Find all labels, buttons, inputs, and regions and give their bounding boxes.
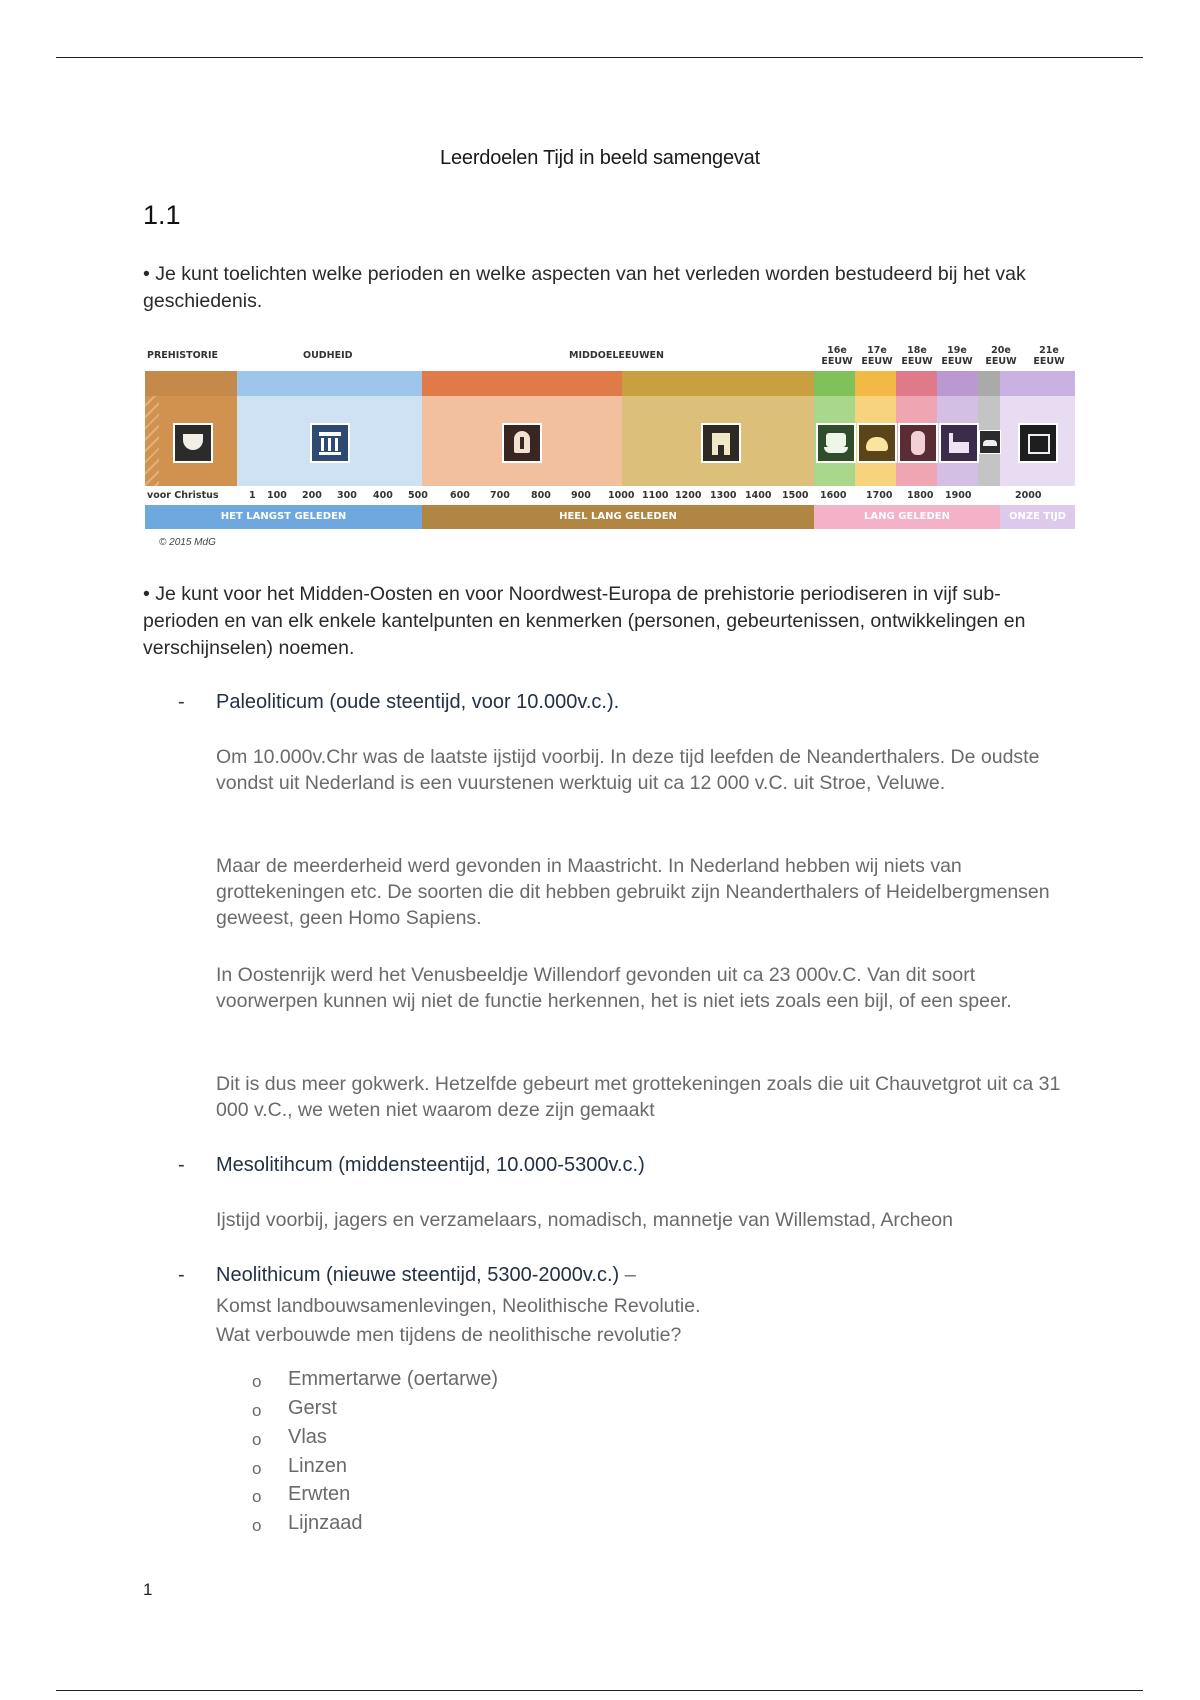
year-label: 900 [571, 490, 591, 501]
band-21e [1000, 371, 1075, 396]
year-label: 200 [302, 490, 322, 501]
year-label: 1000 [608, 490, 635, 501]
paleoliticum-paragraph: Om 10.000v.Chr was de laatste ijstijd voorbij. In deze tijd leefden de Neanderthalers. De oudste vondst uit Nederland is een vuurstenen werktuig uit ca 12 000 v.C. uit Stroe, Veluwe. [216, 746, 1040, 794]
band-prehistorie [145, 371, 237, 396]
band-18e [896, 371, 937, 396]
band-16e [814, 371, 855, 396]
year-label: 400 [373, 490, 393, 501]
car-icon [979, 430, 1001, 454]
learning-goal-2: • Je kunt voor het Midden-Oosten en voor Noordwest-Europa de prehistorie periodiseren in vijf sub-perioden en van elk enkele kantelpunten en kenmerken (personen, gebeurtenissen, ontwikkelingen en verschijnselen) noemen. [143, 583, 1026, 659]
timeline-figure [145, 340, 1075, 550]
timeline-label-prehistorie: PREHISTORIE [147, 350, 218, 361]
section-number: 1.1 [143, 200, 181, 230]
castle-icon [701, 423, 741, 463]
year-label: 1 [249, 490, 256, 501]
neolithicum-heading [216, 1264, 636, 1287]
ship-icon [816, 423, 856, 463]
timeline-century-21: 21e EEUW [1033, 345, 1065, 367]
timeline-century-18: 18e EEUW [901, 345, 933, 367]
list-bullet: o [252, 1516, 262, 1535]
list-dash: - [178, 691, 185, 713]
year-label: 100 [267, 490, 287, 501]
era-lang-geleden: LANG GELEDEN [814, 505, 1000, 529]
pottery-icon [173, 423, 213, 463]
paleoliticum-paragraph: Maar de meerderheid werd gevonden in Maastricht. In Nederland hebben wij niets van grottekeningen etc. De soorten die dit hebben gebruikt zijn Neanderthalers of Heidelbergmensen geweest, geen Homo Sapiens. [216, 855, 1050, 929]
learning-goal-1: • Je kunt toelichten welke perioden en welke aspecten van het verleden worden bestudeerd bij het vak geschiedenis. [143, 263, 1026, 312]
portrait-icon [898, 423, 938, 463]
band-oudheid [237, 371, 422, 396]
factory-icon [939, 423, 979, 463]
neolithicum-line: Komst landbouwsamenlevingen, Neolithische Revolutie. [216, 1295, 701, 1317]
timeline-century-16: 16e EEUW [821, 345, 853, 367]
crop-item: Emmertarwe (oertarwe) [288, 1368, 499, 1390]
year-label: 1500 [782, 490, 809, 501]
crop-item: Erwten [288, 1483, 351, 1505]
prehistory-arrow-pattern [145, 396, 159, 486]
year-label: 1900 [945, 490, 972, 501]
page-number: 1 [143, 1580, 153, 1599]
year-label: 1800 [907, 490, 934, 501]
year-label: 1200 [675, 490, 702, 501]
paleoliticum-heading: Paleoliticum (oude steentijd, voor 10.000v.c.). [216, 691, 620, 713]
crop-item: Lijnzaad [288, 1512, 363, 1534]
year-label: 1100 [642, 490, 669, 501]
neolithicum-heading-text: Neolithicum (nieuwe steentijd, 5300-2000v.c.) [216, 1264, 620, 1286]
band-20e [978, 371, 1000, 396]
year-label: 1700 [866, 490, 893, 501]
year-label: 2000 [1015, 490, 1042, 501]
timeline-century-17: 17e EEUW [861, 345, 893, 367]
list-dash: - [178, 1154, 185, 1176]
list-dash: - [178, 1264, 185, 1286]
year-label: 1600 [820, 490, 847, 501]
band-17e [855, 371, 896, 396]
band-19e [937, 371, 978, 396]
footer-rule [56, 1690, 1143, 1691]
era-het-langst-geleden: HET LANGST GELEDEN [145, 505, 422, 529]
list-bullet: o [252, 1430, 262, 1449]
timeline-century-20: 20e EEUW [985, 345, 1017, 367]
era-onze-tijd: ONZE TIJD [1000, 505, 1075, 529]
list-bullet: o [252, 1487, 262, 1506]
year-label: 700 [490, 490, 510, 501]
neolithicum-heading-suffix: – [619, 1264, 636, 1286]
band-middeleeuwen-vroeg [422, 371, 622, 396]
crop-item: Vlas [288, 1426, 327, 1448]
timeline-copyright: © 2015 MdG [159, 537, 216, 548]
crown-icon [857, 423, 897, 463]
year-label: voor Christus [147, 490, 219, 501]
timeline-century-19: 19e EEUW [941, 345, 973, 367]
crop-item: Gerst [288, 1397, 337, 1419]
era-heel-lang-geleden: HEEL LANG GELEDEN [422, 505, 814, 529]
crop-item: Linzen [288, 1455, 347, 1477]
list-bullet: o [252, 1372, 262, 1391]
paleoliticum-paragraph: Dit is dus meer gokwerk. Hetzelfde gebeurt met grottekeningen zoals die uit Chauvetgrot uit ca 31 000 v.C., we weten niet waarom deze zijn gemaakt [216, 1073, 1061, 1121]
timeline-year-axis [145, 490, 1075, 504]
mesolithicum-heading: Mesolitihcum (middensteentijd, 10.000-5300v.c.) [216, 1154, 645, 1176]
timeline-label-oudheid: OUDHEID [303, 350, 353, 361]
header-rule [56, 57, 1143, 58]
timeline-label-middeleeuwen: MIDDOELEEUWEN [569, 350, 664, 361]
year-label: 500 [408, 490, 428, 501]
neolithicum-line: Wat verbouwde men tijdens de neolithische revolutie? [216, 1324, 682, 1346]
year-label: 1400 [745, 490, 772, 501]
list-bullet: o [252, 1401, 262, 1420]
year-label: 600 [450, 490, 470, 501]
knight-helmet-icon [502, 423, 542, 463]
document-title: Leerdoelen Tijd in beeld samengevat [440, 147, 760, 169]
screen-icon [1018, 423, 1058, 463]
year-label: 800 [531, 490, 551, 501]
mesolithicum-paragraph: Ijstijd voorbij, jagers en verzamelaars, nomadisch, mannetje van Willemstad, Archeon [216, 1209, 954, 1231]
year-label: 300 [337, 490, 357, 501]
paleoliticum-paragraph: In Oostenrijk werd het Venusbeeldje Willendorf gevonden uit ca 23 000v.C. Van dit soort voorwerpen kunnen wij niet de functie herkennen, het is niet iets zoals een bijl, of een speer. [216, 964, 1012, 1012]
temple-icon [310, 423, 350, 463]
band-middeleeuwen-laat [622, 371, 814, 396]
list-bullet: o [252, 1459, 262, 1478]
year-label: 1300 [710, 490, 737, 501]
